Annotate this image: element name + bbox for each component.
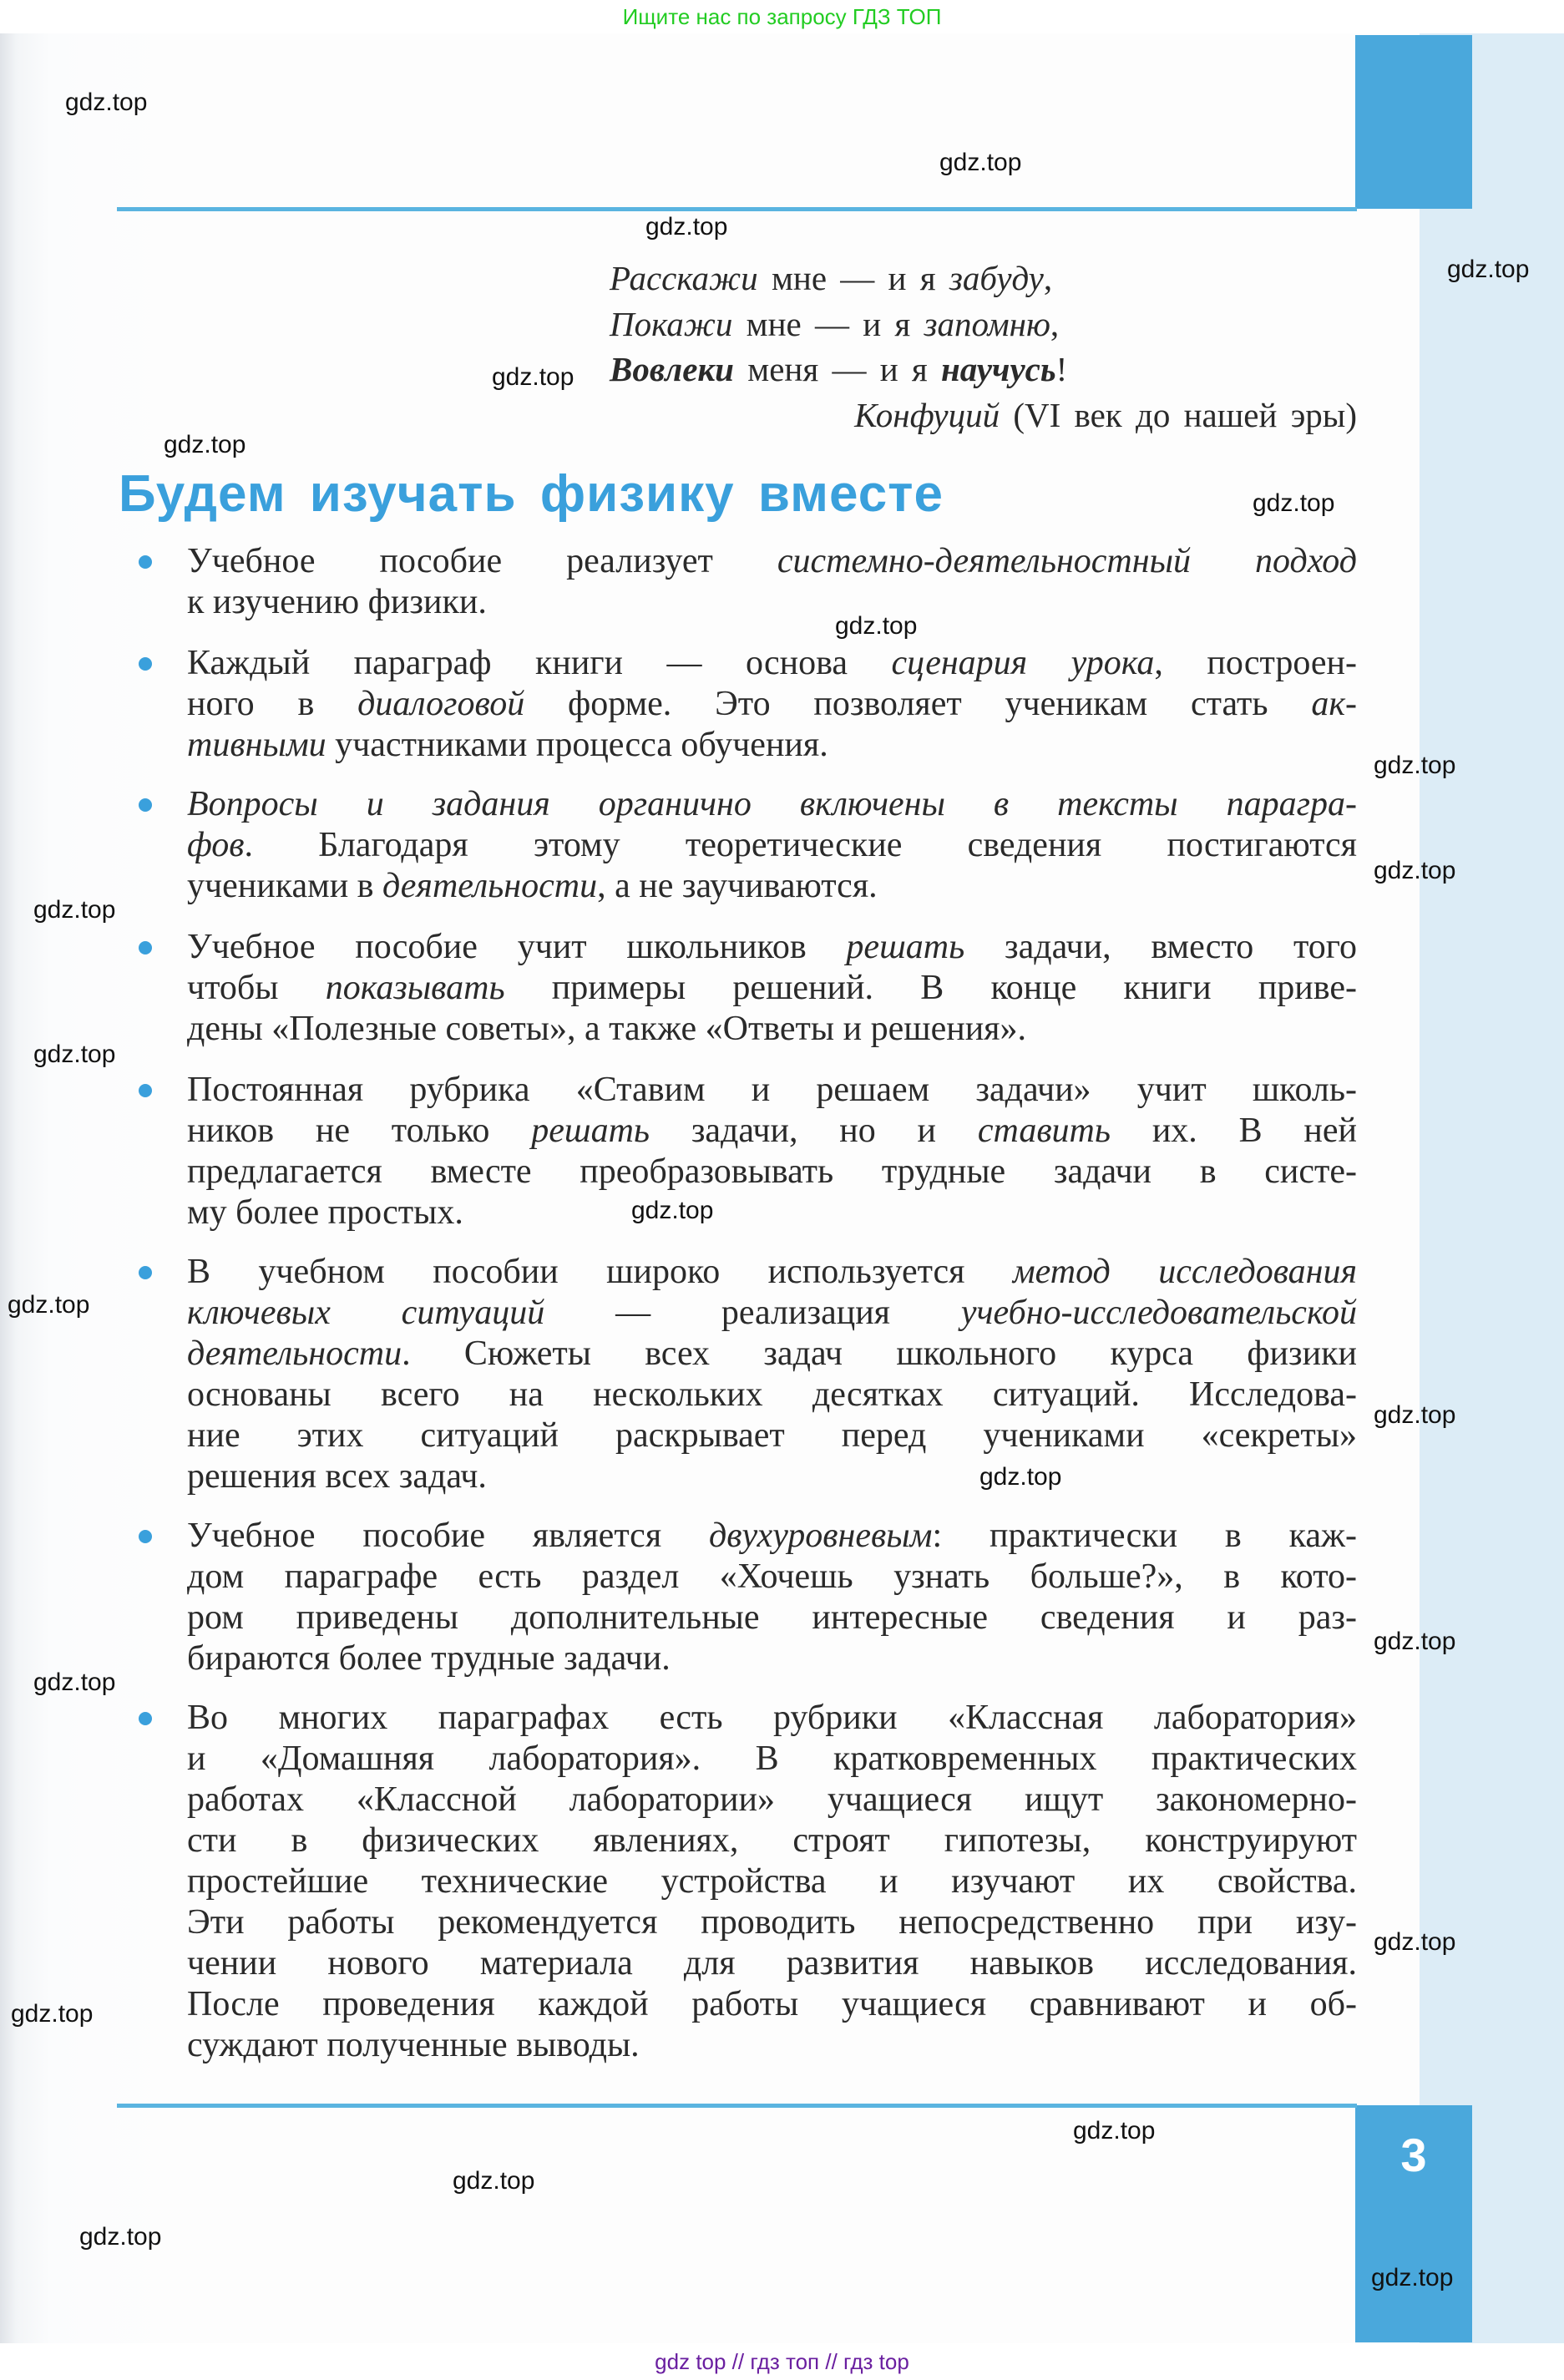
emphasized-text: сценария урока <box>891 644 1155 682</box>
text-run: Учебное пособие учит школьников <box>187 928 847 966</box>
epigraph <box>610 256 1357 438</box>
text-run: форме. Это позволяет ученикам стать <box>524 685 1312 723</box>
watermark: gdz.top <box>33 1669 116 1696</box>
bullet-paragraph <box>187 927 1357 1050</box>
watermark: gdz.top <box>8 1291 90 1319</box>
watermark: gdz.top <box>939 149 1022 176</box>
emphasized-text: Покажи <box>610 304 733 343</box>
text-line <box>187 1415 1357 1456</box>
section-heading: Будем изучать физику вместе <box>119 465 944 523</box>
text-line <box>187 968 1357 1009</box>
text-run: му более простых. <box>187 1193 463 1232</box>
emphasized-text: забуду <box>949 259 1044 297</box>
watermark: gdz.top <box>645 213 728 241</box>
text-line <box>187 1070 1357 1111</box>
watermark: gdz.top <box>33 1041 116 1068</box>
watermark: gdz.top <box>164 431 246 458</box>
text-run: дом параграфе есть раздел «Хочешь узнать больше?», в кото- <box>187 1557 1357 1596</box>
bullet-icon <box>139 657 152 671</box>
text-run: сти в физических явлениях, строят гипотезы, конструируют <box>187 1821 1357 1860</box>
text-run: : практически в каж- <box>932 1517 1357 1555</box>
bullet-paragraph <box>187 541 1357 623</box>
text-line <box>187 825 1357 866</box>
emphasized-text: фов <box>187 826 245 864</box>
text-line <box>187 1111 1357 1152</box>
text-run: задачи, вместо того <box>964 928 1357 966</box>
text-run: Каждый параграф книги — основа <box>187 644 892 682</box>
bullet-icon <box>139 1712 152 1725</box>
bullet-icon <box>139 798 152 812</box>
text-run: (VI век до нашей эры) <box>1000 395 1357 434</box>
bullet-icon <box>139 1530 152 1543</box>
text-line <box>187 1820 1357 1861</box>
emphasized-text: Конфуций <box>854 395 1000 434</box>
watermark: gdz.top <box>79 2223 162 2251</box>
text-line <box>187 1293 1357 1334</box>
text-run: предлагается вместе преобразовывать трудные задачи в систе- <box>187 1152 1357 1191</box>
bullet-icon <box>139 1084 152 1097</box>
emphasized-text: деятельности <box>187 1334 402 1373</box>
text-run: ников не только <box>187 1112 532 1150</box>
text-run: В учебном пособии широко используется <box>187 1253 1013 1291</box>
watermark: gdz.top <box>1374 1401 1456 1429</box>
emphasized-text: Вовлеки <box>610 350 734 388</box>
watermark: gdz.top <box>1253 489 1335 517</box>
text-line <box>187 1861 1357 1902</box>
text-run: ного в <box>187 685 358 723</box>
emphasized-text: ключевых ситуаций <box>187 1294 545 1332</box>
text-run: меня — и я <box>734 350 941 388</box>
bullet-paragraph <box>187 1070 1357 1233</box>
watermark: gdz.top <box>1374 857 1456 884</box>
text-line <box>187 1193 1357 1233</box>
text-run: ром приведены дополнительные интересные сведения и раз- <box>187 1598 1357 1637</box>
text-run: чении нового материала для развития навыков исследования. <box>187 1944 1357 1982</box>
bullet-paragraph <box>187 784 1357 907</box>
watermark: gdz.top <box>1447 256 1530 283</box>
bullet-paragraph <box>187 1516 1357 1679</box>
text-line <box>187 1152 1357 1193</box>
watermark: gdz.top <box>1371 2264 1454 2291</box>
text-line <box>187 1638 1357 1679</box>
watermark: gdz.top <box>33 896 116 924</box>
text-run: После проведения каждой работы учащиеся сравнивают и об- <box>187 1985 1357 2023</box>
text-line <box>187 1984 1357 2025</box>
text-run: работах «Классной лаборатории» учащиеся ищут закономерно- <box>187 1780 1357 1819</box>
text-run: и «Домашняя лаборатория». В кратковременных практических <box>187 1739 1357 1778</box>
text-line <box>187 1902 1357 1943</box>
emphasized-text: деятельности <box>382 867 598 905</box>
text-run: , <box>1050 304 1060 343</box>
search-banner[interactable]: Ищите нас по запросу ГДЗ ТОП <box>622 4 942 29</box>
bullet-paragraph <box>187 1698 1357 2066</box>
watermark: gdz.top <box>1374 752 1456 779</box>
text-run: , <box>1043 259 1053 297</box>
text-run: . Благодаря этому теоретические сведения постигаются <box>244 826 1357 864</box>
text-run: решения всех задач. <box>187 1457 487 1496</box>
watermark: gdz.top <box>492 363 574 391</box>
page-edge-strip <box>1420 33 1564 2343</box>
emphasized-text: учебно-исследовательской <box>960 1294 1357 1332</box>
bottom-divider <box>117 2104 1357 2108</box>
emphasized-text: решать <box>846 928 965 966</box>
text-run: участниками процесса обучения. <box>326 726 828 764</box>
emphasized-text: решать <box>531 1112 650 1150</box>
text-run: примеры решений. В конце книги приве- <box>504 969 1357 1007</box>
text-line <box>187 1009 1357 1050</box>
bullet-icon <box>139 941 152 955</box>
text-run: учениками в <box>187 867 383 905</box>
text-run: задачи, но и <box>650 1112 978 1150</box>
text-line <box>187 643 1357 684</box>
watermark: gdz.top <box>1073 2117 1156 2145</box>
text-run: их. В ней <box>1111 1112 1358 1150</box>
text-run: , а не заучиваются. <box>597 867 878 905</box>
emphasized-text: системно-деятельностный подход <box>777 542 1358 580</box>
emphasized-text: ставить <box>977 1112 1111 1150</box>
watermark: gdz.top <box>979 1463 1062 1491</box>
text-line <box>187 725 1357 766</box>
text-line <box>187 1375 1357 1415</box>
text-line <box>187 1557 1357 1598</box>
emphasized-text: запомню <box>924 304 1050 343</box>
watermark: gdz.top <box>453 2167 535 2195</box>
epigraph-line <box>610 256 1357 301</box>
watermark: gdz.top <box>631 1197 714 1224</box>
emphasized-text: диалоговой <box>357 685 525 723</box>
watermark: gdz.top <box>1374 1928 1456 1956</box>
text-run: Постоянная рубрика «Ставим и решаем задачи» учит школь- <box>187 1071 1357 1109</box>
text-line <box>187 784 1357 825</box>
bullet-icon <box>139 555 152 569</box>
emphasized-text: тивными <box>187 726 326 764</box>
top-color-tab <box>1355 35 1472 209</box>
text-line <box>187 1780 1357 1820</box>
text-run: чтобы <box>187 969 326 1007</box>
watermark: gdz.top <box>65 89 148 116</box>
text-line <box>187 1334 1357 1375</box>
text-run: , построен- <box>1154 644 1357 682</box>
epigraph-author <box>610 392 1357 438</box>
watermark: gdz.top <box>1374 1628 1456 1655</box>
text-run: суждают полученные выводы. <box>187 2026 640 2064</box>
text-run: бираются более трудные задачи. <box>187 1639 671 1678</box>
text-line <box>187 1456 1357 1497</box>
text-run: Во многих параграфах есть рубрики «Классная лаборатория» <box>187 1699 1357 1737</box>
text-line <box>187 541 1357 582</box>
text-line <box>187 866 1357 907</box>
text-line <box>187 582 1357 623</box>
text-run: мне — и я <box>732 304 924 343</box>
emphasized-text: ак- <box>1311 685 1357 723</box>
footer-links[interactable]: gdz top // гдз топ // гдз top <box>655 2349 909 2374</box>
text-line <box>187 1739 1357 1780</box>
text-line <box>187 1252 1357 1293</box>
bullet-paragraph <box>187 1252 1357 1497</box>
text-run: . Сюжеты всех задач школьного курса физики <box>402 1334 1357 1373</box>
emphasized-text: показывать <box>325 969 505 1007</box>
emphasized-text: Расскажи <box>610 259 758 297</box>
text-run: Эти работы рекомендуется проводить непосредственно при изу- <box>187 1903 1357 1942</box>
watermark: gdz.top <box>11 2000 94 2028</box>
watermark: gdz.top <box>835 612 918 640</box>
emphasized-text: двухуровневым <box>708 1517 933 1555</box>
text-run: простейшие технические устройства и изучают их свойства. <box>187 1862 1357 1901</box>
top-divider <box>117 207 1357 211</box>
text-run: Учебное пособие является <box>187 1517 709 1555</box>
text-run: Учебное пособие реализует <box>187 542 777 580</box>
text-run: основаны всего на нескольких десятках ситуаций. Исследова- <box>187 1375 1357 1414</box>
text-line <box>187 927 1357 968</box>
epigraph-line <box>610 347 1357 392</box>
text-run: ! <box>1055 350 1068 388</box>
text-line <box>187 684 1357 725</box>
text-run: мне — и я <box>757 259 949 297</box>
epigraph-line <box>610 301 1357 347</box>
text-line <box>187 2025 1357 2066</box>
text-run: ние этих ситуаций раскрывает перед учениками «секреты» <box>187 1416 1357 1455</box>
text-line <box>187 1943 1357 1984</box>
emphasized-text: Вопросы и задания органично включены в тексты парагра- <box>187 785 1357 823</box>
emphasized-text: научусь <box>941 350 1056 388</box>
text-line <box>187 1698 1357 1739</box>
bullet-icon <box>139 1266 152 1279</box>
text-line <box>187 1516 1357 1557</box>
bullet-paragraph <box>187 643 1357 766</box>
page-number: 3 <box>1400 2129 1427 2181</box>
emphasized-text: метод исследования <box>1012 1253 1357 1291</box>
text-run: — реализация <box>544 1294 961 1332</box>
text-run: к изучению физики. <box>187 583 487 621</box>
text-run: дены «Полезные советы», а также «Ответы и решения». <box>187 1010 1026 1048</box>
text-line <box>187 1598 1357 1638</box>
